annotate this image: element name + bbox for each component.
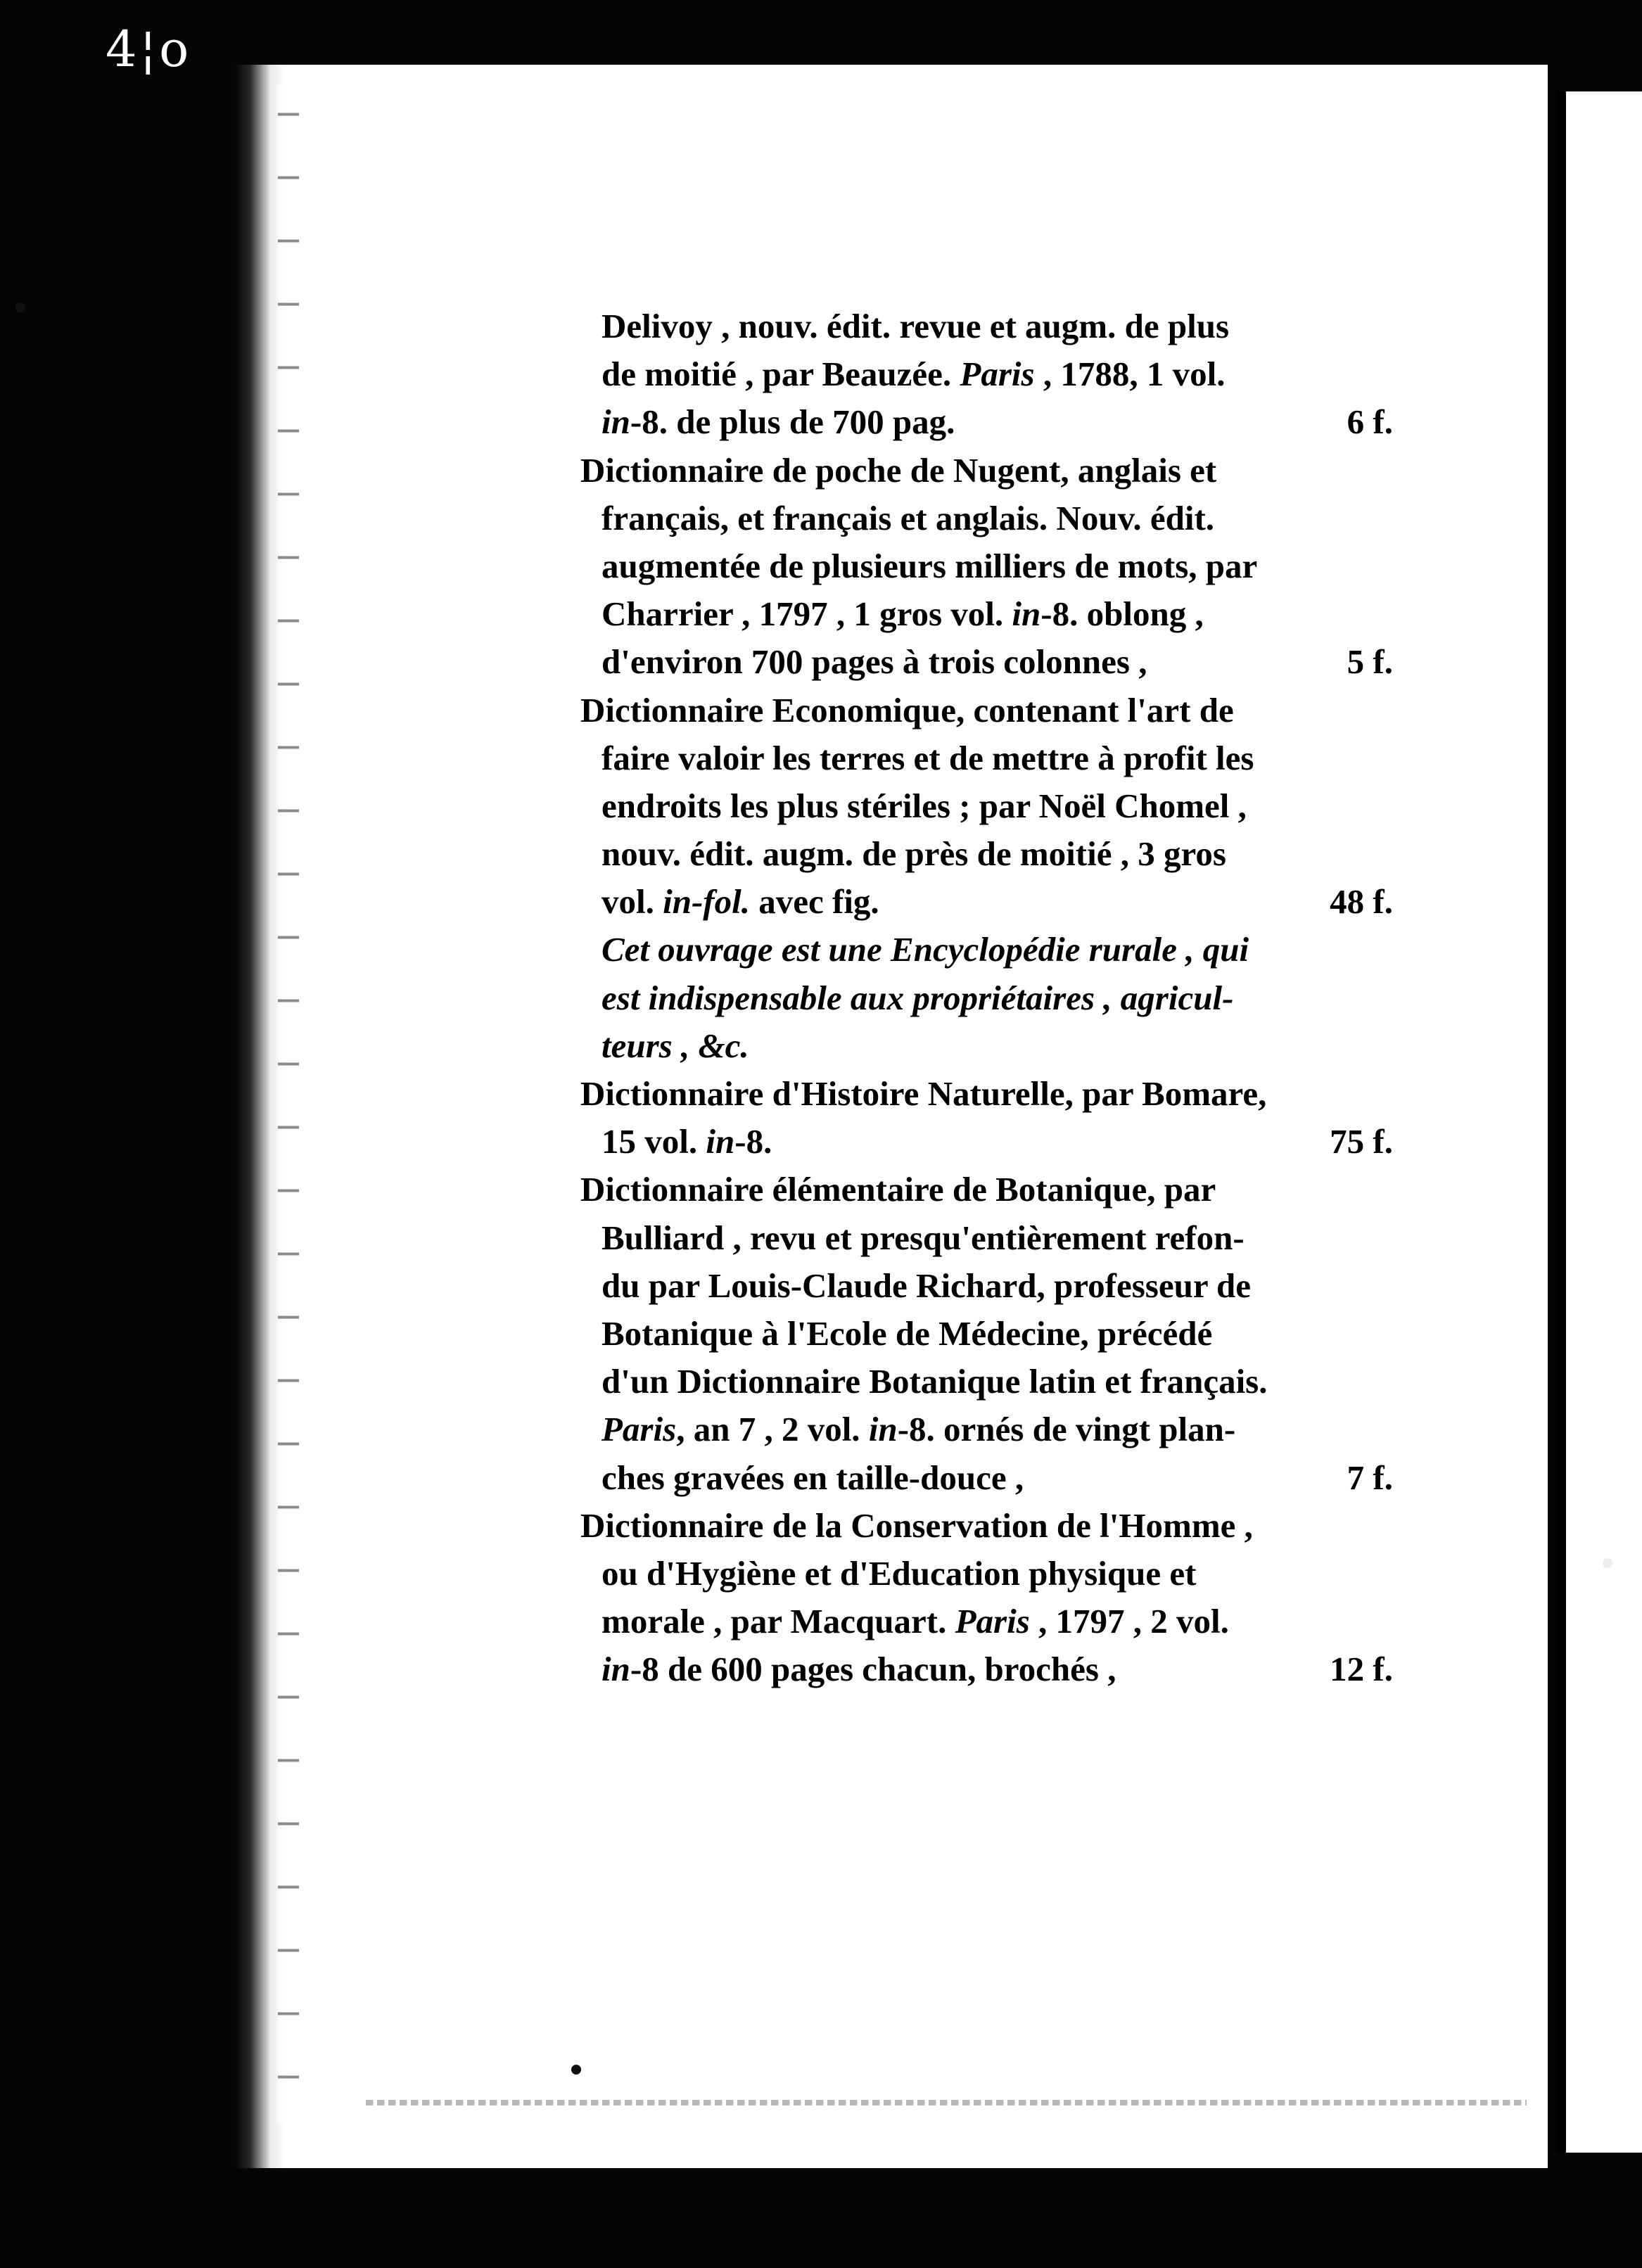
price: 48 f. — [1330, 882, 1393, 922]
text-run: morale , par Macquart. — [602, 1602, 955, 1641]
italic-text: Paris — [955, 1602, 1030, 1641]
price: 12 f. — [1330, 1650, 1393, 1689]
note-line — [602, 1022, 1400, 1070]
speck — [15, 302, 25, 312]
line-text — [602, 878, 879, 926]
text-run: français, et français et anglais. Nouv. édit. — [602, 498, 1215, 537]
line-text — [580, 1502, 1253, 1550]
text-line — [602, 1118, 1400, 1166]
line-text — [602, 350, 1225, 398]
text-run: Charrier , 1797 , 1 gros vol. — [602, 594, 1012, 634]
line-text — [602, 398, 955, 446]
text-line — [580, 1166, 1400, 1213]
text-run: ches gravées en taille-douce , — [602, 1458, 1024, 1497]
text-line — [602, 1598, 1400, 1645]
text-run: , 1797 , 2 vol. — [1029, 1602, 1229, 1641]
text-run: Dictionnaire de poche de Nugent, anglais et — [580, 450, 1217, 490]
text-line — [602, 1310, 1400, 1358]
text-line — [580, 1502, 1400, 1550]
note-line — [602, 974, 1400, 1022]
text-line — [602, 1358, 1400, 1406]
text-run: , 1788, 1 vol. — [1034, 355, 1226, 394]
text-line — [602, 495, 1400, 542]
italic-text: in — [1012, 594, 1041, 634]
line-text — [580, 1070, 1266, 1118]
text-run: Dictionnaire d'Histoire Naturelle, par Bomare, — [580, 1074, 1267, 1113]
line-text — [580, 1166, 1216, 1213]
speck — [1603, 1558, 1612, 1568]
text-line — [602, 590, 1400, 638]
line-text — [602, 1598, 1229, 1645]
text-line — [602, 878, 1400, 926]
line-text — [602, 542, 1257, 590]
text-run: nouv. édit. augm. de près de moitié , 3 gros — [602, 834, 1226, 874]
line-text — [602, 830, 1226, 878]
italic-text: in-fol. — [663, 882, 750, 922]
text-run: -8 de 600 pages chacun, brochés , — [630, 1650, 1116, 1689]
note-line — [602, 926, 1400, 974]
line-text — [602, 1214, 1245, 1262]
text-line — [602, 302, 1400, 350]
bottom-bleed-through — [366, 2100, 1527, 2105]
text-line — [602, 1645, 1400, 1693]
price: 7 f. — [1347, 1458, 1393, 1497]
text-line — [580, 1070, 1400, 1118]
line-text — [602, 1406, 1235, 1453]
text-run: ou d'Hygiène et d'Education physique et — [602, 1553, 1197, 1593]
italic-text: Paris — [960, 355, 1035, 394]
next-page-edge — [1556, 91, 1566, 2153]
italic-text: in — [868, 1410, 898, 1449]
text-line — [602, 398, 1400, 446]
text-run: avec fig. — [750, 882, 879, 922]
text-line — [602, 1454, 1400, 1502]
line-text — [602, 1358, 1268, 1406]
line-text — [602, 638, 1147, 686]
italic-text: in — [602, 1650, 630, 1689]
text-run: Bulliard , revu et presqu'entièrement refon- — [602, 1218, 1245, 1257]
note-text: Cet ouvrage est une Encyclopédie rurale , qui — [602, 930, 1249, 969]
text-run: Dictionnaire Economique, contenant l'art de — [580, 690, 1234, 730]
line-text — [602, 1118, 772, 1166]
text-run: faire valoir les terres et de mettre à profit les — [602, 738, 1254, 777]
text-line — [602, 734, 1400, 782]
text-line — [580, 687, 1400, 734]
note-text: teurs , &c. — [602, 1026, 749, 1065]
text-run: d'environ 700 pages à trois colonnes , — [602, 642, 1147, 682]
text-line — [602, 1262, 1400, 1310]
line-text — [580, 447, 1216, 495]
line-text — [602, 1262, 1251, 1310]
speck — [571, 2065, 581, 2075]
line-text — [602, 782, 1247, 830]
italic-text: Paris — [602, 1410, 677, 1449]
price: 6 f. — [1347, 402, 1393, 442]
line-text — [602, 1310, 1212, 1358]
text-run: Botanique à l'Ecole de Médecine, précédé — [602, 1313, 1213, 1353]
italic-text: in — [706, 1122, 735, 1161]
text-run: de moitié , par Beauzée. — [602, 355, 960, 394]
text-run: du par Louis-Claude Richard, professeur de — [602, 1266, 1251, 1305]
text-line — [602, 1214, 1400, 1262]
text-line — [602, 1406, 1400, 1453]
catalogue-text — [580, 302, 1400, 1693]
text-line — [602, 350, 1400, 398]
line-text — [602, 1645, 1116, 1693]
text-run: -8. ornés de vingt plan- — [897, 1410, 1236, 1449]
line-text — [602, 302, 1229, 350]
next-page — [1566, 91, 1642, 2153]
text-run: , an 7 , 2 vol. — [676, 1410, 869, 1449]
line-text — [602, 590, 1204, 638]
text-line — [602, 782, 1400, 830]
text-line — [580, 447, 1400, 495]
line-text — [602, 734, 1254, 782]
text-line — [602, 542, 1400, 590]
note-text: est indispensable aux propriétaires , agricul- — [602, 978, 1234, 1017]
text-run: vol. — [602, 882, 663, 922]
text-line — [602, 1550, 1400, 1598]
text-run: endroits les plus stériles ; par Noël Chomel , — [602, 786, 1247, 825]
page-edge-texture — [278, 84, 299, 2124]
line-text — [602, 1550, 1196, 1598]
text-run: -8. oblong , — [1040, 594, 1204, 634]
line-text — [602, 1454, 1024, 1502]
text-line — [602, 830, 1400, 878]
text-run: Dictionnaire de la Conservation de l'Homme , — [580, 1505, 1253, 1545]
text-run: d'un Dictionnaire Botanique latin et français. — [602, 1362, 1268, 1401]
corner-mark: 4¦o — [106, 20, 192, 78]
line-text — [580, 687, 1234, 734]
text-run: 15 vol. — [602, 1122, 706, 1161]
price: 75 f. — [1330, 1122, 1393, 1161]
text-run: augmentée de plusieurs milliers de mots, par — [602, 546, 1258, 585]
text-run: Dictionnaire élémentaire de Botanique, par — [580, 1170, 1216, 1209]
price: 5 f. — [1347, 642, 1393, 682]
line-text — [602, 495, 1214, 542]
text-run: -8. de plus de 700 pag. — [630, 402, 955, 442]
text-line — [602, 638, 1400, 686]
text-run: -8. — [734, 1122, 772, 1161]
italic-text: in — [602, 402, 630, 442]
text-run: Delivoy , nouv. édit. revue et augm. de plus — [602, 307, 1230, 345]
